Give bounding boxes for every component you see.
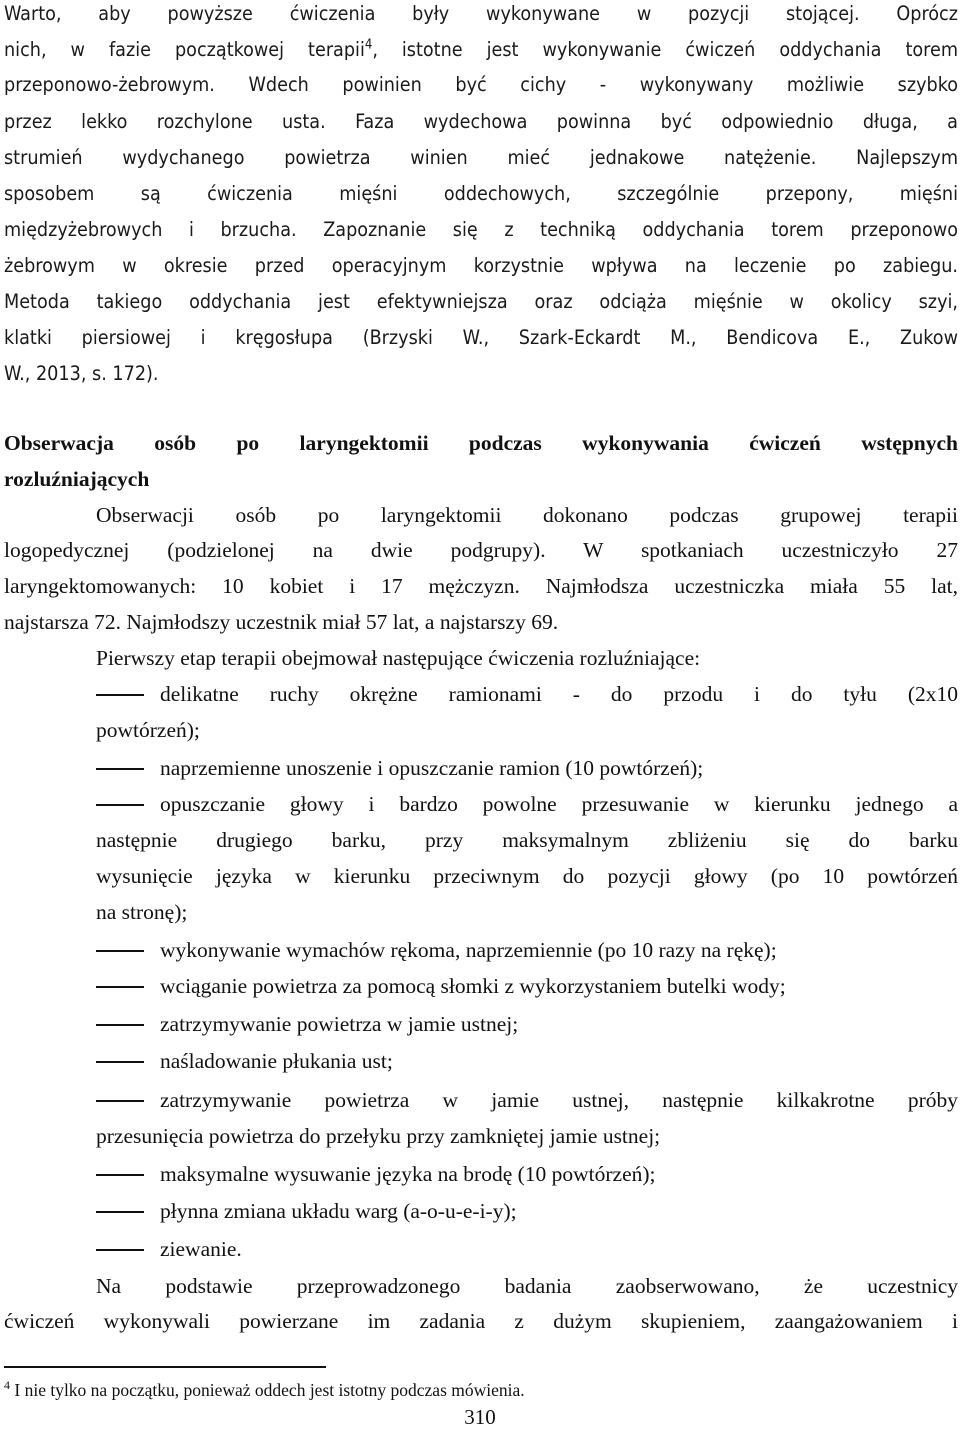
list-item-text: ziewanie. xyxy=(160,1237,242,1261)
text-line: W., 2013, s. 172). xyxy=(4,362,159,385)
list-item-text: naprzemienne unoszenie i opuszczanie ramion (10 powtórzeń); xyxy=(160,756,704,780)
text-fragment: nich, w fazie początkowej terapii xyxy=(4,38,365,61)
list-item-continuation: powtórzeń); xyxy=(96,718,200,742)
text-line: Na podstawie przeprowadzonego badania zaobserwowano, że uczestnicy xyxy=(96,1274,958,1298)
list-item-text: zatrzymywanie powietrza w jamie ustnej, następnie kilkakrotne próby xyxy=(160,1088,958,1112)
list-item xyxy=(96,1193,958,1229)
dash-bullet-icon xyxy=(96,1100,144,1102)
page-number: 310 xyxy=(464,1405,496,1429)
list-item xyxy=(96,1231,958,1267)
footnote-number: 4 xyxy=(4,1378,10,1393)
list-item-continuation: wysunięcie języka w kierunku przeciwnym do pozycji głowy (po 10 powtórzeń xyxy=(96,864,958,888)
text-line: Metoda takiego oddychania jest efektywniejsza oraz odciąża mięśnie w okolicy szyi, xyxy=(4,290,958,313)
dash-bullet-icon xyxy=(96,1024,144,1026)
list-item-text: płynna zmiana układu warg (a-o-u-e-i-y); xyxy=(160,1199,517,1223)
dash-bullet-icon xyxy=(96,1249,144,1251)
list-item xyxy=(96,968,958,1004)
footnote-separator xyxy=(4,1366,326,1368)
list-item xyxy=(96,1006,958,1042)
footnote-text: I nie tylko na początku, ponieważ oddech jest istotny podczas mówienia. xyxy=(10,1380,525,1400)
list-item-text: maksymalne wysuwanie języka na brodę (10 powtórzeń); xyxy=(160,1162,656,1186)
list-item-text: wciąganie powietrza za pomocą słomki z wykorzystaniem butelki wody; xyxy=(160,974,786,998)
text-line: Obserwacji osób po laryngektomii dokonano podczas grupowej terapii xyxy=(96,503,958,527)
heading-line: rozluźniających xyxy=(4,467,150,491)
list-item xyxy=(96,1082,958,1118)
dash-bullet-icon xyxy=(96,804,144,806)
list-item xyxy=(96,676,958,712)
text-line xyxy=(4,32,958,68)
list-item-continuation: przesunięcia powietrza do przełyku przy zamkniętej jamie ustnej; xyxy=(96,1124,661,1148)
footnote-reference: 4 xyxy=(364,37,373,53)
footnote xyxy=(4,1378,525,1402)
text-line: przez lekko rozchylone usta. Faza wydechowa powinna być odpowiednio długa, a xyxy=(4,110,958,133)
list-item xyxy=(96,1043,958,1079)
dash-bullet-icon xyxy=(96,694,144,696)
list-item-text: opuszczanie głowy i bardzo powolne przesuwanie w kierunku jednego a xyxy=(160,792,958,816)
dash-bullet-icon xyxy=(96,950,144,952)
dash-bullet-icon xyxy=(96,768,144,770)
dash-bullet-icon xyxy=(96,1174,144,1176)
text-line: żebrowym w okresie przed operacyjnym korzystnie wpływa na leczenie po zabiegu. xyxy=(4,254,958,277)
text-line: przeponowo-żebrowym. Wdech powinien być cichy - wykonywany możliwie szybko xyxy=(4,73,958,96)
list-item-text: wykonywanie wymachów rękoma, naprzemiennie (po 10 razy na rękę); xyxy=(160,938,777,962)
text-line: najstarsza 72. Najmłodszy uczestnik miał 57 lat, a najstarszy 69. xyxy=(4,610,559,634)
text-line: sposobem są ćwiczenia mięśni oddechowych, szczególnie przepony, mięśni xyxy=(4,182,958,205)
list-intro: Pierwszy etap terapii obejmował następujące ćwiczenia rozluźniające: xyxy=(96,646,701,670)
text-fragment: , istotne jest wykonywanie ćwiczeń oddychania torem xyxy=(372,38,959,61)
dash-bullet-icon xyxy=(96,1211,144,1213)
text-line: strumień wydychanego powietrza winien mieć jednakowe natężenie. Najlepszym xyxy=(4,146,958,169)
dash-bullet-icon xyxy=(96,1061,144,1063)
list-item xyxy=(96,750,958,786)
list-item-text: zatrzymywanie powietrza w jamie ustnej; xyxy=(160,1012,519,1036)
text-line: logopedycznej (podzielonej na dwie podgrupy). W spotkaniach uczestniczyło 27 xyxy=(4,538,958,562)
text-line: międzyżebrowych i brzucha. Zapoznanie się z techniką oddychania torem przeponowo xyxy=(4,218,958,241)
list-item-text: delikatne ruchy okrężne ramionami - do przodu i do tyłu (2x10 xyxy=(160,682,958,706)
dash-bullet-icon xyxy=(96,986,144,988)
text-line: klatki piersiowej i kręgosłupa (Brzyski W., Szark-Eckardt M., Bendicova E., Zukow xyxy=(4,326,958,349)
list-item xyxy=(96,1156,958,1192)
list-item-continuation: następnie drugiego barku, przy maksymalnym zbliżeniu się do barku xyxy=(96,828,958,852)
text-line: laryngektomowanych: 10 kobiet i 17 mężczyzn. Najmłodsza uczestniczka miała 55 lat, xyxy=(4,574,958,598)
list-item xyxy=(96,786,958,822)
heading-line: Obserwacja osób po laryngektomii podczas wykonywania ćwiczeń wstępnych xyxy=(4,431,958,455)
list-item-text: naśladowanie płukania ust; xyxy=(160,1049,393,1073)
list-item-continuation: na stronę); xyxy=(96,900,188,924)
text-line: ćwiczeń wykonywali powierzane im zadania z dużym skupieniem, zaangażowaniem i xyxy=(4,1309,958,1333)
text-line: Warto, aby powyższe ćwiczenia były wykonywane w pozycji stojącej. Oprócz xyxy=(4,2,958,25)
list-item xyxy=(96,932,958,968)
